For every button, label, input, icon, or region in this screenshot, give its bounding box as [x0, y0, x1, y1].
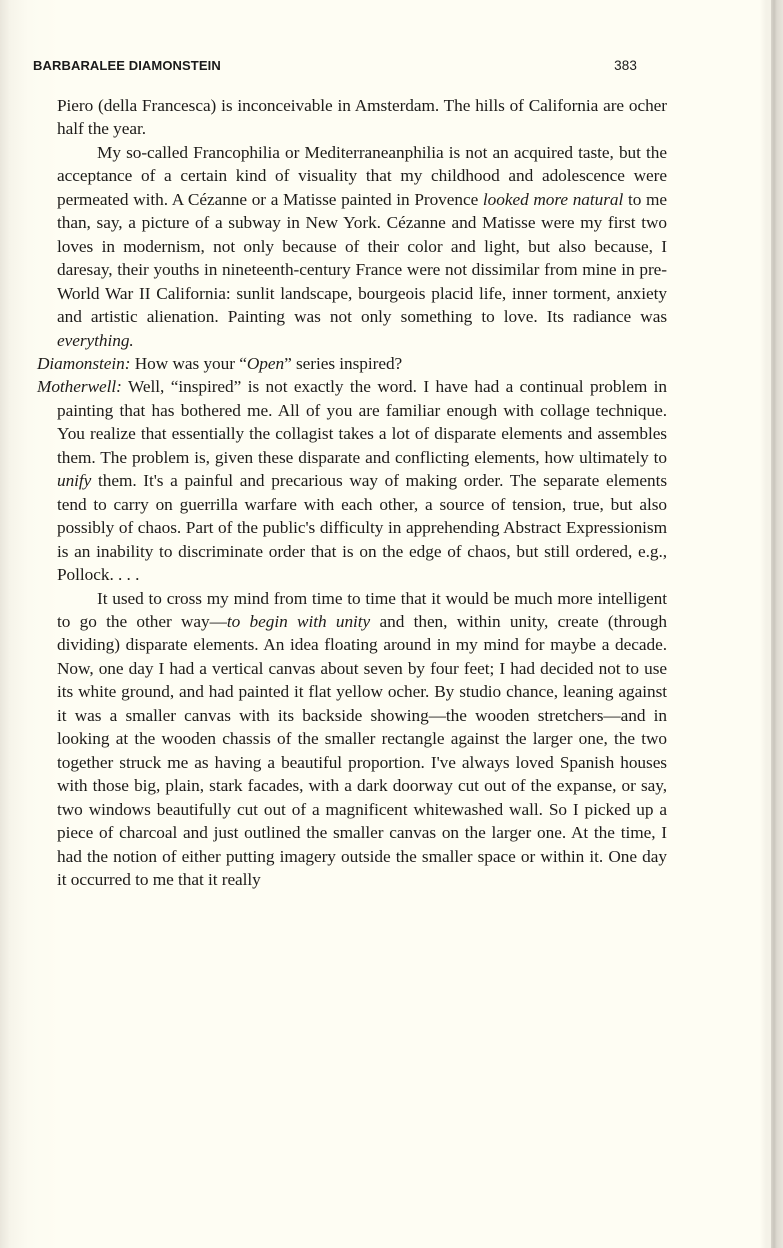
italic-segment: Open [246, 353, 285, 373]
text-segment: and then, within unity, create (through dividing) disparate elements. An idea floating around in my mind for maybe a decade. Now, one day I had a vertical canvas about seven by four feet; I had decided not to use its white ground, and had painted it flat yellow ocher. By studio chance, leaning against it was a smaller canvas with its backside showing—the wooden stretchers—and in looking at the wooden chassis of the smaller rectangle against the larger one, the two together struck me as having a beautiful proportion. I've always loved Spanish houses with those big, plain, stark facades, with a dark doorway cut out of the expanse, or say, two windows beautifully cut out of a magnificent whitewashed wall. So I picked up a piece of charcoal and just outlined the smaller canvas on the larger one. At the time, I had the notion of either putting imagery outside the smaller space or within it. One day it occurred to me that it really [57, 611, 668, 889]
dialogue-motherwell [37, 375, 667, 586]
paragraph-unity [57, 587, 667, 892]
text-segment: Well, “inspired” is not exactly the word. I have had a continual problem in painting that has bothered me. All of you are familiar enough with collage technique. You realize that essentially the collagist takes a lot of disparate elements and assembles them. The problem is, given these disparate and conflicting elements, how ultimately to [57, 377, 667, 467]
text-segment: How was your “ [130, 353, 247, 373]
page-edge-shadow [771, 0, 783, 1248]
text-segment: Piero (della Francesca) is inconceivable in Amsterdam. The hills of California are ocher half the year. [57, 96, 667, 139]
speaker-name: Diamonstein: [37, 353, 131, 373]
paragraph-francophilia [57, 141, 667, 352]
page-number: 383 [614, 58, 637, 73]
running-head [33, 58, 637, 78]
italic-segment: unify [57, 471, 92, 491]
text-segment: ” series inspired? [284, 353, 403, 373]
italic-segment: looked more natural [482, 189, 624, 209]
italic-segment: everything. [57, 330, 134, 350]
text-segment: My so-called Francophilia or Mediterraneanphilia is not an acquired taste, but the acceptance of a certain kind of visuality that my childhood and adolescence were permeated with. A Cézanne or a Matisse painted in Provence [57, 142, 667, 209]
paragraph-continuation [57, 94, 667, 141]
text-segment: them. It's a painful and precarious way of making order. The separate elements tend to carry on guerrilla warfare with each other, a source of tension, true, but also possibly of chaos. Part of the public's difficulty in apprehending Abstract Expressionism is an inability to discriminate order that is on the edge of chaos, but still ordered, e.g., Pollock. . . . [57, 471, 667, 585]
running-head-author: BARBARALEE DIAMONSTEIN [33, 58, 221, 73]
text-segment: to me than, say, a picture of a subway in New York. Cézanne and Matisse were my first two loves in modernism, not only because of their color and light, but also because, I daresay, their youths in nineteenth-century France were not dissimilar from mine in pre-World War II California: sunlit landscape, bourgeois placid life, inner torment, anxiety and artistic alienation. Painting was not only something to love. Its radiance was [57, 189, 667, 327]
body-text [37, 94, 668, 891]
speaker-name: Motherwell: [37, 377, 122, 397]
dialogue-diamonstein [37, 352, 667, 375]
text-segment: It used to cross my mind from time to time that it would be much more intelligent to go the other way— [57, 588, 667, 631]
italic-segment: to begin with unity [226, 611, 371, 631]
